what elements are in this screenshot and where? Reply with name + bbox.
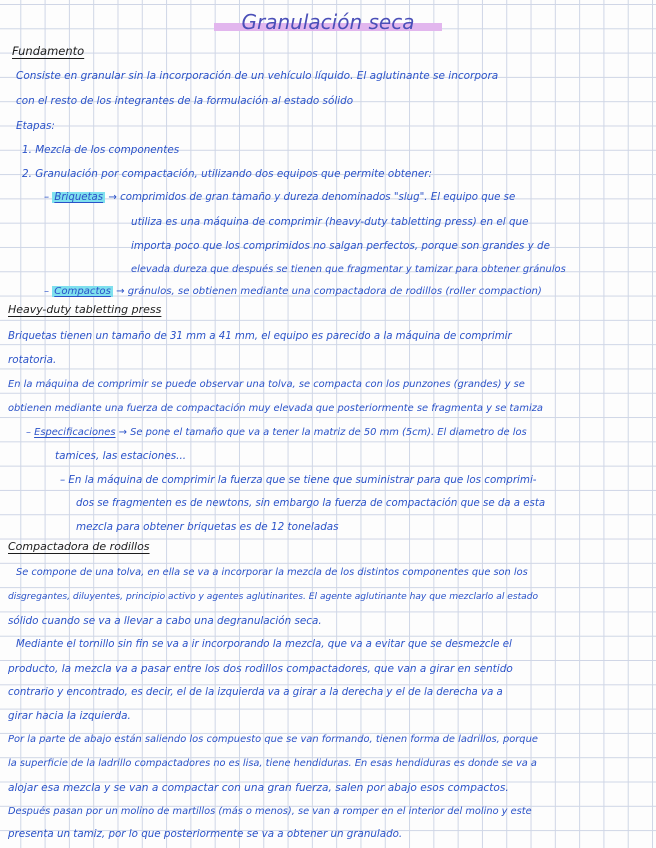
text-line: presenta un tamiz, por lo que posteriormente se va a obtener un granulado. <box>8 828 403 840</box>
text-line: 2. Granulación por compactación, utilizando dos equipos que permite obtener: <box>22 168 433 180</box>
text-line: Etapas: <box>16 120 55 132</box>
text-line: Mediante el tornillo sin fin se va a ir incorporando la mezcla, que va a evitar que se desmezcle el <box>16 639 512 650</box>
heading-compactadora: Compactadora de rodillos <box>8 540 150 553</box>
text-line: importa poco que los comprimidos no salgan perfectos, porque son grandes y de <box>131 240 550 252</box>
text-line: producto, la mezcla va a pasar entre los dos rodillos compactadores, que van a girar en sentido <box>8 663 513 675</box>
heading-heavy-duty: Heavy-duty tabletting press <box>8 303 162 316</box>
text-line: 1. Mezcla de los componentes <box>22 144 180 156</box>
text-line: con el resto de los integrantes de la formulación al estado sólido <box>16 95 354 107</box>
term-definition: → Se pone el tamaño que va a tener la matriz de 50 mm (5cm). El diametro de los <box>118 427 527 438</box>
text-line: – Especificaciones → Se pone el tamaño que va a tener la matriz de 50 mm (5cm). El diametro de los <box>26 427 527 438</box>
text-line: elevada dureza que después se tienen que fragmentar y tamizar para obtener gránulos <box>131 264 566 275</box>
text-line: Después pasan por un molino de martillos (más o menos), se van a romper en el interior del molino y este <box>8 806 532 817</box>
text-line: la superficie de la ladrillo compactadores no es lisa, tiene hendiduras. En esas hendiduras es donde se va a <box>8 758 537 769</box>
text-line: mezcla para obtener briquetas es de 12 toneladas <box>76 521 339 533</box>
term-definition: → gránulos, se obtienen mediante una compactadora de rodillos (roller compaction) <box>116 286 542 297</box>
text-line: contrario y encontrado, es decir, el de la izquierda va a girar a la derecha y el de la derecha va a <box>8 687 503 698</box>
text-line: girar hacia la izquierda. <box>8 710 131 722</box>
text-line: Consiste en granular sin la incorporación de un vehículo líquido. El aglutinante se incorpora <box>16 70 499 82</box>
text-line: sólido cuando se va a llevar a cabo una degranulación seca. <box>8 615 322 627</box>
title-wrap <box>0 10 656 34</box>
text-line: Se compone de una tolva, en ella se va a incorporar la mezcla de los distintos componentes que son los <box>16 567 528 578</box>
text-line: Por la parte de abajo están saliendo los compuesto que se van formando, tienen forma de ladrillos, porque <box>8 734 538 745</box>
text-line: – En la máquina de comprimir la fuerza que se tiene que suministrar para que los comprimi- <box>60 474 537 486</box>
term-especificaciones: Especificaciones <box>34 427 116 438</box>
text-line: utiliza es una máquina de comprimir (heavy-duty tabletting press) en el que <box>131 216 529 228</box>
text-line: rotatoria. <box>8 354 57 366</box>
text-line: dos se fragmenten es de newtons, sin embargo la fuerza de compactación que se da a esta <box>76 498 546 509</box>
page-title: Granulación seca <box>214 10 443 34</box>
text-line: En la máquina de comprimir se puede observar una tolva, se compacta con los punzones (grandes) y se <box>8 379 525 390</box>
text-line: disgregantes, diluyentes, principio activo y agentes aglutinantes. El agente aglutinante hay que mezclarlo al estado <box>8 592 539 602</box>
text-line: – Briquetas → comprimidos de gran tamaño y dureza denominados "slug". El equipo que se <box>44 192 516 203</box>
term-briquetas: Briquetas <box>54 192 104 203</box>
heading-fundamento: Fundamento <box>12 44 85 58</box>
text-line: Briquetas tienen un tamaño de 31 mm a 41 mm, el equipo es parecido a la máquina de comprimir <box>8 331 512 342</box>
term-definition: → comprimidos de gran tamaño y dureza denominados "slug". El equipo que se <box>108 192 516 203</box>
text-content: En la máquina de comprimir la fuerza que se tiene que suministrar para que los comprimi- <box>68 474 537 486</box>
text-line: – Compactos → gránulos, se obtienen mediante una compactadora de rodillos (roller compaction) <box>44 286 542 297</box>
term-compactos: Compactos <box>54 286 111 297</box>
text-line: tamices, las estaciones... <box>55 450 187 462</box>
text-line: alojar esa mezcla y se van a compactar con una gran fuerza, salen por abajo esos compactos. <box>8 782 509 794</box>
text-line: obtienen mediante una fuerza de compactación muy elevada que posteriormente se fragmenta y se tamiza <box>8 403 543 414</box>
